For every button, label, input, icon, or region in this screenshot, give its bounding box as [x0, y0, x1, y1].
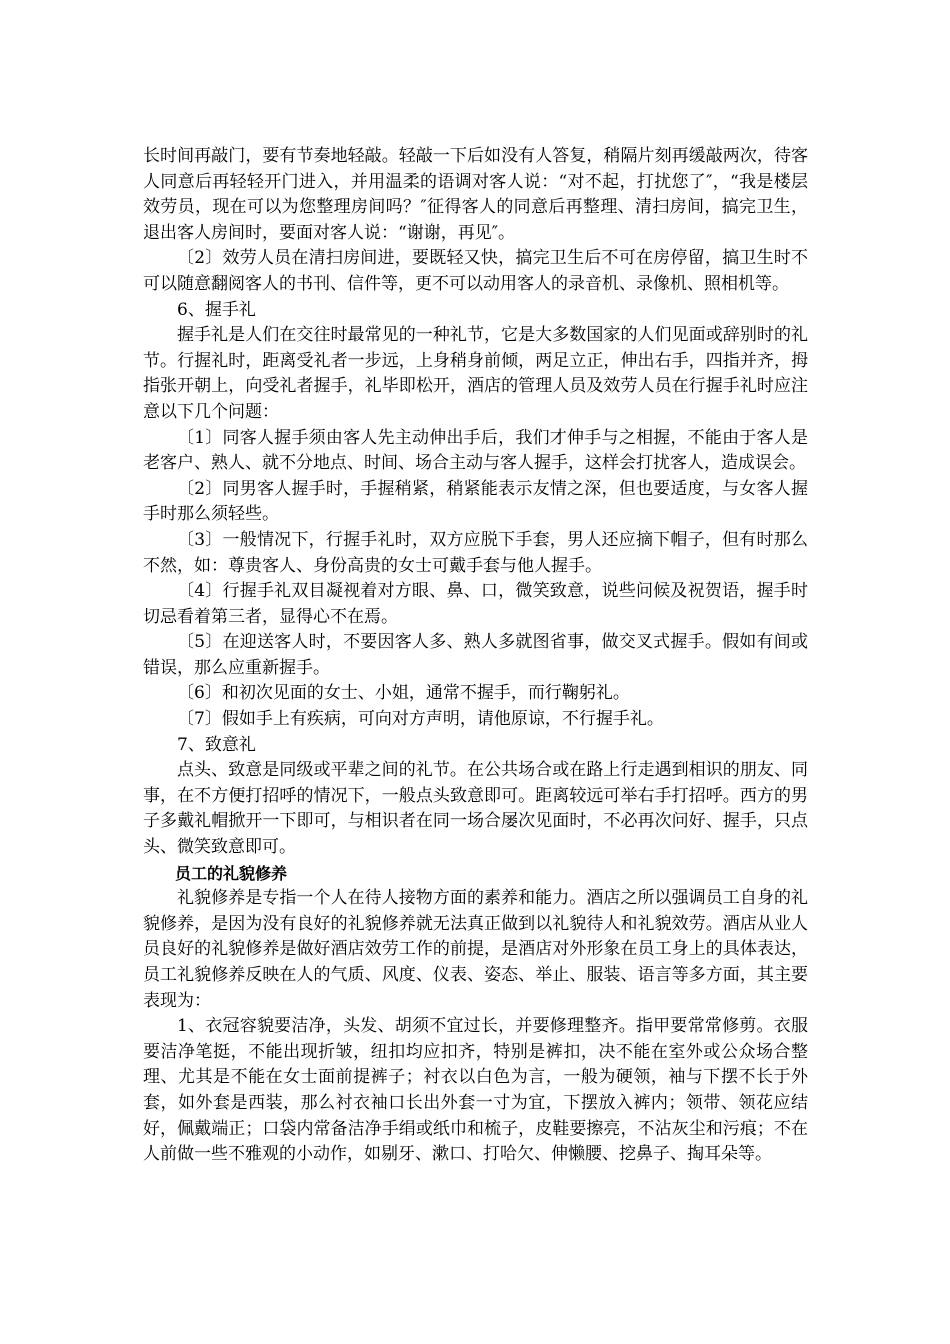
paragraph-handshake-intro: 握手礼是人们在交往时最常见的一种礼节，它是大多数国家的人们见面或辞别时的礼节。行握礼时，距离受礼者一步远，上身稍身前倾，两足立正，伸出右手，四指并齐，拇指张开朝上，向受礼者握手，礼毕即松开，酒店的管理人员及效劳人员在行握手礼时应注意以下几个问题： — [143, 325, 808, 422]
paragraph-courtesy-intro: 礼貌修养是专指一个人在待人接物方面的素养和能力。酒店之所以强调员工自身的礼貌修养，是因为没有良好的礼貌修养就无法真正做到以礼貌待人和礼貌效劳。酒店从业人员良好的礼貌修养是做好酒店效劳工作的前提，是酒店对外形象在员工身上的具体表达，员工礼貌修养反映在人的气质、风度、仪表、姿态、举止、服装、语言等多方面，其主要表现为： — [143, 888, 808, 1011]
paragraph-greeting: 点头、致意是同级或平辈之间的礼节。在公共场合或在路上行走遇到相识的朋友、同事，在不方便打招呼的情况下，一般点头致意即可。距离较远可举右手打招呼。西方的男子多戴礼帽掀开一下即可，与相识者在同一场合屡次见面时，不必再次问好、握手，只点头、微笑致意即可。 — [143, 760, 808, 858]
paragraph-handshake-7: 〔7〕假如手上有疾病，可向对方声明，请他原谅，不行握手礼。 — [177, 709, 664, 730]
paragraph-handshake-5: 〔5〕在迎送客人时，不要因客人多、熟人多就图省事，做交叉式握手。假如有间或错误，那么应重新握手。 — [143, 632, 808, 678]
paragraph-handshake-4: 〔4〕行握手礼双目凝视着对方眼、鼻、口，微笑致意，说些问候及祝贺语，握手时切忌看着第三者，显得心不在焉。 — [143, 581, 808, 627]
paragraph-handshake-3: 〔3〕一般情况下，行握手礼时，双方应脱下手套，男人还应摘下帽子，但有时那么不然，如：尊贵客人、身份高贵的女士可戴手套与他人握手。 — [143, 529, 808, 576]
paragraph-item-2: 〔2〕效劳人员在清扫房间进，要既轻又快，搞完卫生后不可在房停留，搞卫生时不可以随意翻阅客人的书刊、信件等，更不可以动用客人的录音机、录像机、照相机等。 — [143, 248, 808, 294]
paragraph-continued: 长时间再敲门，要有节奏地轻敲。轻敲一下后如没有人答复，稍隔片刻再缓敲两次，待客人同意后再轻轻开门进入，并用温柔的语调对客人说：“对不起，打扰您了″，“我是楼层效劳员，现在可以为您整理房间吗？″征得客人的同意后再整理、清扫房间，搞完卫生，退出客人房间时，要面对客人说：“谢谢，再见″。 — [143, 146, 808, 243]
section-title-greeting: 7、致意礼 — [177, 734, 256, 755]
document-page — [143, 144, 808, 1168]
paragraph-handshake-1: 〔1〕同客人握手须由客人先主动伸出手后，我们才伸手与之相握，不能由于客人是老客户、熟人、就不分地点、时间、场合主动与客人握手，这样会打扰客人，造成误会。 — [143, 427, 808, 474]
paragraph-handshake-2: 〔2〕同男客人握手时，手握稍紧，稍紧能表示友情之深，但也要适度，与女客人握手时那么须轻些。 — [143, 478, 808, 525]
paragraph-courtesy-1: 1、衣冠容貌要洁净，头发、胡须不宜过长，并要修理整齐。指甲要常常修剪。衣服要洁净笔挺，不能出现折皱，纽扣均应扣齐，特别是裤扣，决不能在室外或公众场合整理、尤其是不能在女士面前提裤子；衬衣以白色为言，一般为硬领，袖与下摆不长于外套，如外套是西装，那么衬衣袖口长出外套一寸为宜，下摆放入裤内；领带、领花应结好，佩戴端正；口袋内常备洁净手绢或纸巾和梳子，皮鞋要擦亮，不沾灰尘和污痕；不在人前做一些不雅观的小动作，如剔牙、漱口、打哈欠、伸懒腰、挖鼻子、掏耳朵等。 — [143, 1016, 808, 1165]
section-title-handshake: 6、握手礼 — [177, 299, 256, 320]
paragraph-handshake-6: 〔6〕和初次见面的女士、小姐，通常不握手，而行鞠躬礼。 — [177, 683, 630, 704]
heading-staff-courtesy: 员工的礼貌修养 — [175, 863, 288, 883]
